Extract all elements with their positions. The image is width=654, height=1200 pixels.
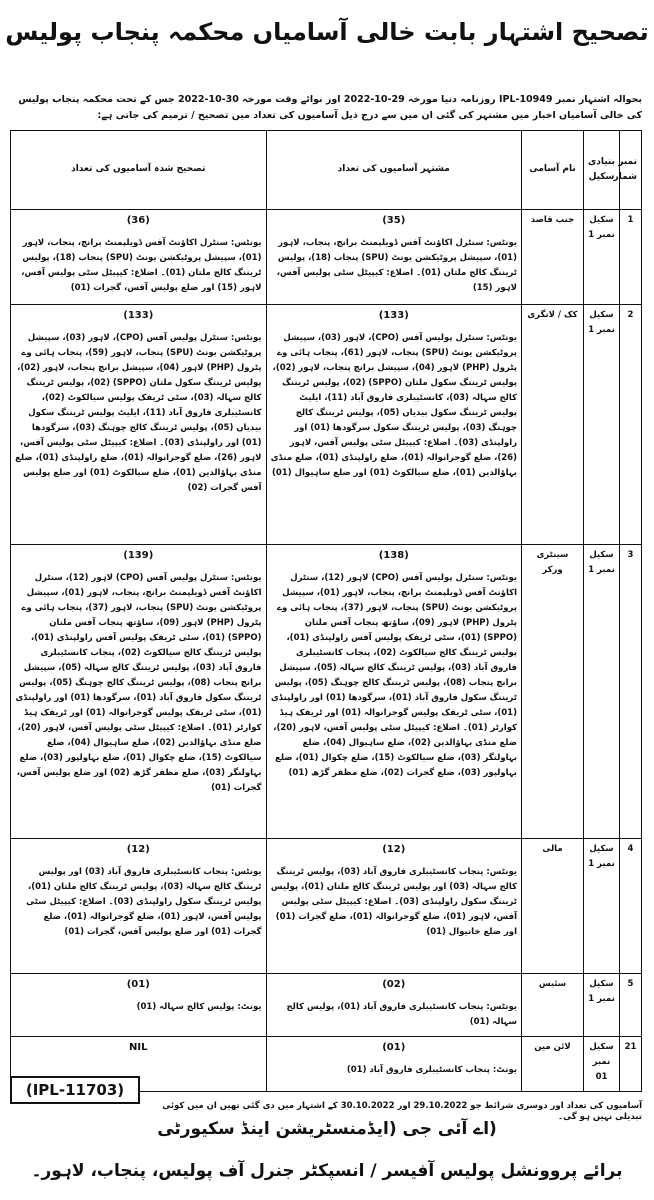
row-sr: 4 (620, 839, 642, 974)
advertised-text: یونٹس: پنجاب کانسٹیبلری فاروق آباد (03)، پولیس ٹریننگ کالج سہالہ (03) اور پولیس ٹریننگ کالج ملتان (01)، پولیس ٹریننگ سکول راولپنڈی (03)۔ اضلاع: کیپیٹل سٹی پولیس آفس، لاہور (01)، ضلع گوجرانوالہ (01)، ضلع گجرات (01) اور ضلع خانیوال (01) (270, 867, 517, 938)
corrected-count: (133) (123, 309, 154, 321)
advertised-text: یونٹ: پنجاب کانسٹیبلری فاروق آباد (01) (346, 1065, 517, 1076)
header-corrected: تصحیح شدہ آسامیوں کی تعداد (11, 131, 267, 210)
row-scale: سکیل نمبر 1 (584, 544, 620, 839)
advertised-count: (02) (382, 979, 406, 991)
row-scale: سکیل نمبر 1 (584, 304, 620, 544)
table-row (11, 974, 642, 1037)
row-advertised (266, 839, 522, 974)
row-corrected (11, 304, 267, 544)
row-post: سئیس (522, 974, 584, 1037)
row-scale: سکیل نمبر 1 (584, 974, 620, 1037)
corrected-text: یونٹس: سنٹرل اکاؤنٹ آفس ڈویلپمنٹ برانچ، پنجاب، لاہور (01)، سپیشل پروٹیکشن یونٹ (SPU) پنجاب (18)، پولیس ٹریننگ کالج ملتان (01)۔ اضلاع: کیپیٹل سٹی پولیس آفس، لاہور (15) اور ضلع پولیس آفس، گجرات (01) (21, 237, 262, 293)
corrected-text: یونٹس: سنٹرل پولیس آفس (CPO) لاہور (12)، سنٹرل اکاؤنٹ آفس ڈویلپمنٹ برانچ، پنجاب، لاہور (01)، سپیشل پروٹیکشن یونٹ (SPU) پنجاب، لاہور (37)، پنجاب ہائی وے پٹرول (PHP) لاہور (09)، ساؤتھ پنجاب آفس ملتان (SPPO) (01)، سٹی ٹریفک پولیس آفس راولپنڈی (01)، پولیس ٹریننگ کالج سیالکوٹ (02)، پنجاب کانسٹیبلری فاروق آباد (03)، پولیس ٹریننگ کالج سہالہ (05)، سپیشل برانچ پنجاب (08)، پولیس ٹریننگ کالج چوہنگ (05)، پولیس ٹریننگ سکول فاروق آباد (01)، سرگودھا (01) اور راولپنڈی (01)، سٹی ٹریفک پولیس گوجرانوالہ (01) اور ٹریفک ہیڈ کوارٹر (01)۔ اضلاع: کیپیٹل سٹی پولیس آفس، لاہور (20)، ضلع منڈی بہاؤالدین (02)، ضلع ساہیوال (04)، ضلع سیالکوٹ (15)، ضلع چکوال (01)، ضلع بہاولپور (03)، ضلع بہاولنگر (03)، ضلع مظفر گڑھ (02) اور ضلع پولیس آفس، گجرات (01) (15, 572, 262, 793)
header-sr: نمبر شمار (620, 131, 642, 210)
row-corrected (11, 974, 267, 1037)
row-scale: سکیل نمبر 1 (584, 209, 620, 304)
table-header-row (11, 131, 642, 210)
vacancy-table (10, 130, 642, 1092)
header-advertised: مشتہر آسامیوں کی تعداد (266, 131, 522, 210)
row-advertised (266, 304, 522, 544)
intro-paragraph: بحوالہ اشتہار نمبر IPL-10949 روزنامہ دنیا مورخہ 29-10-2022 اور نوائے وقت مورخہ 30-10-2022 جس کے تحت محکمہ پنجاب پولیس کی خالی آسامیاں اخبار میں مشتہر کی گئی ان میں سے درج ذیل آسامیوں کی تعداد میں تصحیح / ترمیم کی جاتی ہے: (18, 94, 642, 121)
row-advertised (266, 544, 522, 839)
corrected-count: NIL (129, 1042, 148, 1054)
row-post: مالی (522, 839, 584, 974)
row-advertised (266, 974, 522, 1037)
table-row (11, 304, 642, 544)
row-post: جنب قاصد (522, 209, 584, 304)
page-title: تصحیح اشتہار بابت خالی آسامیاں محکمہ پنجاب پولیس (5, 18, 649, 46)
row-scale: سکیل نمبر 1 (584, 839, 620, 974)
row-corrected (11, 839, 267, 974)
ipl-number: (IPL-11703) (10, 1076, 140, 1104)
header-scale: بنیادی سکیل (584, 131, 620, 210)
advertised-count: (138) (378, 549, 409, 561)
row-sr: 5 (620, 974, 642, 1037)
row-corrected (11, 209, 267, 304)
advertised-count: (133) (378, 309, 409, 321)
table-row (11, 209, 642, 304)
corrected-count: (139) (123, 549, 154, 561)
corrected-count: (36) (126, 214, 150, 226)
signatory-office: برائے پروونشل پولیس آفیسر / انسپکٹر جنرل آف پولیس، پنجاب، لاہور۔ (31, 1161, 623, 1181)
advertised-count: (35) (382, 214, 406, 226)
advertised-count: (12) (382, 844, 406, 856)
row-advertised (266, 1037, 522, 1092)
advertised-text: یونٹس: سنٹرل پولیس آفس (CPO) لاہور (12)، سنٹرل اکاؤنٹ آفس ڈویلپمنٹ برانچ، پنجاب، لاہور (01)، سپیشل پروٹیکشن یونٹ (SPU) پنجاب، لاہور (37)، پنجاب ہائی وے پٹرول (PHP) لاہور (09)، ساؤتھ پنجاب آفس ملتان (SPPO) (01)، سٹی ٹریفک پولیس آفس راولپنڈی (01)، پولیس ٹریننگ کالج سیالکوٹ (02)، پنجاب کانسٹیبلری فاروق آباد (03)، پولیس ٹریننگ کالج سہالہ (05)، سپیشل برانچ پنجاب (08)، پولیس ٹریننگ کالج چوہنگ (05)، پولیس ٹریننگ سکول فاروق آباد (01)، سرگودھا (01) اور راولپنڈی (01)، سٹی ٹریفک پولیس گوجرانوالہ (01) اور ٹریفک ہیڈ کوارٹر (01)۔ اضلاع: کیپیٹل سٹی پولیس آفس، لاہور (20)، ضلع منڈی بہاؤالدین (02)، ضلع ساہیوال (04)، ضلع بہاولنگر (03)، ضلع سیالکوٹ (15)، ضلع چکوال (01)، ضلع بہاولپور (03)، ضلع گجرات (02)، ضلع مظفر گڑھ (01) (270, 572, 517, 778)
row-advertised (266, 209, 522, 304)
row-sr: 1 (620, 209, 642, 304)
row-sr: 2 (620, 304, 642, 544)
footnote: آسامیوں کی تعداد اور دوسری شرائط جو 29.10.2022 اور 30.10.2022 کے اشتہار میں دی گئی تھیں ان میں کوئی تبدیلی نہیں ہو گی۔ (162, 1101, 642, 1122)
row-post: سینٹری ورکر (522, 544, 584, 839)
corrected-count: (12) (126, 844, 150, 856)
row-post: لائن مین (522, 1037, 584, 1092)
row-corrected (11, 544, 267, 839)
table-row (11, 544, 642, 839)
row-post: کک / لانگری (522, 304, 584, 544)
corrected-count: (01) (126, 979, 150, 991)
advertised-text: یونٹس: سنٹرل پولیس آفس (CPO)، لاہور (03)، سپیشل پروٹیکشن یونٹ (SPU) پنجاب، لاہور (61)، پنجاب ہائی وے پٹرول (PHP) لاہور (04)، سپیشل برانچ پنجاب، لاہور (02)، پولیس ٹریننگ سکول ملتان (SPPO) (02)، پولیس ٹریننگ کالج سہالہ (03)، کانسٹیبلری فاروق آباد (11)، ایلیٹ پولیس ٹریننگ سکول بیدیاں (05)، پولیس ٹریننگ کالج چوہنگ (03)، پولیس ٹریننگ سکول سرگودھا (01) اور راولپنڈی (03)۔ اضلاع: کیپیٹل سٹی پولیس آفس، لاہور (26)، ضلع گوجرانوالہ (01)، ضلع راولپنڈی (01)، ضلع منڈی بہاؤالدین (01)، ضلع سیالکوٹ (01) اور ضلع ساہیوال (01) (270, 332, 517, 478)
header-post: نام آسامی (522, 131, 584, 210)
row-scale: سکیل نمبر 01 (584, 1037, 620, 1092)
advertised-text: یونٹس: پنجاب کانسٹیبلری فاروق آباد (01)، پولیس کالج سہالہ (01) (286, 1002, 517, 1028)
corrected-text: یونٹس: پنجاب کانسٹیبلری فاروق آباد (03) اور پولیس ٹریننگ کالج سہالہ (03)، پولیس ٹریننگ کالج ملتان (01)، پولیس ٹریننگ سکول راولپنڈی (03)۔ اضلاع: کیپیٹل سٹی پولیس آفس، لاہور (01)، ضلع گوجرانوالہ (01)، ضلع گجرات (01) اور ضلع پولیس آفس، گجرات (01) (26, 867, 262, 938)
row-sr: 21 (620, 1037, 642, 1092)
advertised-count: (01) (382, 1042, 406, 1054)
corrected-text: یونٹس: سنٹرل پولیس آفس (CPO)، لاہور (03)، سپیشل پروٹیکشن یونٹ (SPU) پنجاب، لاہور (59)، پنجاب ہائی وے پٹرول (PHP) لاہور (04)، سپیشل برانچ پنجاب، لاہور (02)، پولیس ٹریننگ سکول ملتان (SPPO) (02)، پولیس ٹریننگ کالج سہالہ (03)، سٹی ٹریفک پولیس سیالکوٹ (02)، کانسٹیبلری فاروق آباد (11)، ایلیٹ پولیس ٹریننگ سکول بیدیاں (05)، پولیس ٹریننگ کالج چوہنگ (03)، سرگودھا (01) اور راولپنڈی (03)۔ اضلاع: کیپیٹل سٹی پولیس آفس، لاہور (26)، ضلع گوجرانوالہ (01)، ضلع راولپنڈی (01)، ضلع منڈی بہاؤالدین (01)، ضلع سیالکوٹ (01) اور ضلع پولیس آفس گجرات (02) (15, 332, 262, 493)
advertised-text: یونٹس: سنٹرل اکاؤنٹ آفس ڈویلپمنٹ برانچ، پنجاب، لاہور (01)، سپیشل پروٹیکشن یونٹ (SPU) پنجاب (18)، پولیس ٹریننگ کالج ملتان (01)۔ اضلاع: کیپیٹل سٹی پولیس آفس، لاہور (15) (276, 237, 517, 293)
table-row (11, 839, 642, 974)
corrected-text: یونٹ: پولیس کالج سہالہ (01) (136, 1002, 262, 1013)
signatory-title: (اے آئی جی (ایڈمنسٹریشن اینڈ سکیورٹی (157, 1119, 497, 1139)
row-sr: 3 (620, 544, 642, 839)
